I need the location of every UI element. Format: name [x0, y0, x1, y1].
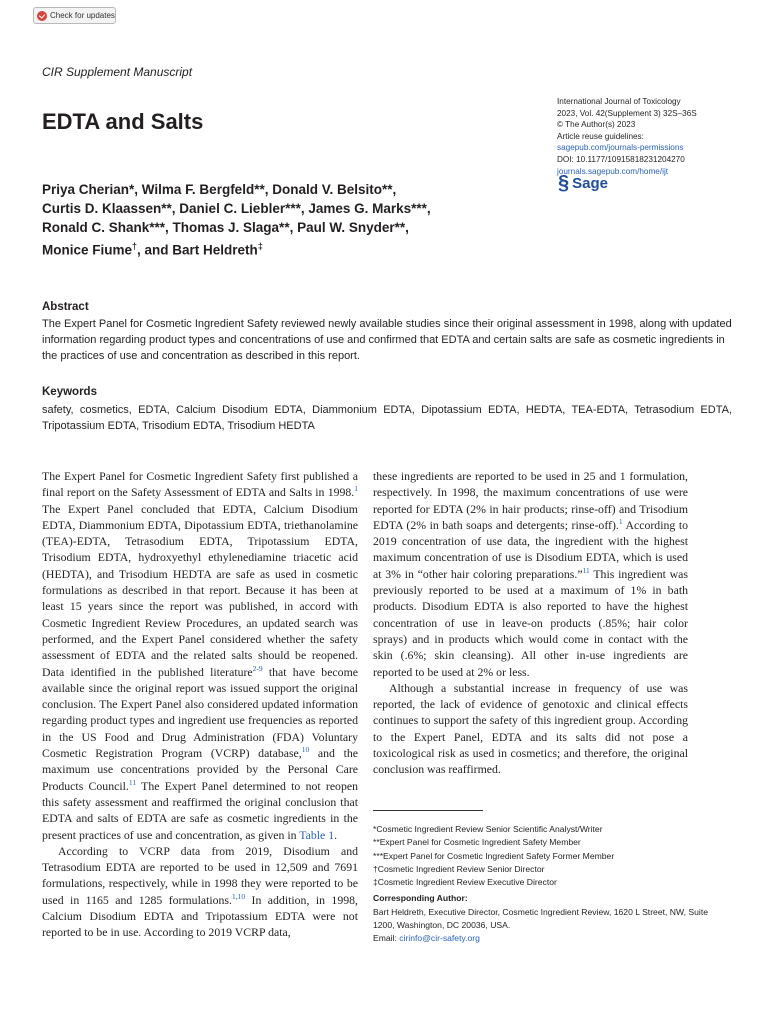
dagger-mark: †: [132, 241, 138, 251]
permissions-link[interactable]: sagepub.com/journals-permissions: [557, 143, 684, 153]
journal-name: International Journal of Toxicology: [557, 97, 681, 106]
corresponding-author-email: [373, 932, 713, 945]
body-paragraph: [42, 843, 358, 941]
journal-home-link[interactable]: journals.sagepub.com/home/ijt: [557, 166, 669, 176]
footnote: ‡Cosmetic Ingredient Review Executive Director: [373, 877, 557, 888]
check-for-updates-button[interactable]: [33, 7, 116, 24]
text-run: .: [334, 827, 338, 842]
footnote-divider: [373, 810, 483, 811]
text-run: According to 2019 concentration of use data, the ingredient with the highest maximum concentration of use is Disodium EDTA, which is used at 3% in “other hair coloring preparations.”: [373, 517, 688, 581]
footnote: **Expert Panel for Cosmetic Ingredient Safety Member: [373, 837, 581, 848]
text-run: According to VCRP data from 2019, Disodium and Tetrasodium EDTA are reported to be used in 12,509 and 7691 formulations, respectively, while in 1998 they were reported to be used in 1165 and 1285 formulations.: [42, 843, 358, 907]
body-paragraph: [42, 468, 358, 843]
footnote: †Cosmetic Ingredient Review Senior Director: [373, 863, 545, 874]
email-link[interactable]: cirinfo@cir-safety.org: [399, 933, 480, 944]
author-line: Priya Cherian*, Wilma F. Bergfeld**, Donald V. Belsito**,: [42, 182, 397, 197]
body-column-left: [42, 468, 358, 941]
reuse-guidelines: Article reuse guidelines:: [557, 131, 644, 141]
doi: DOI: 10.1177/10915818231204270: [557, 154, 685, 164]
author-name: , and Bart Heldreth: [137, 242, 258, 258]
text-run: The Expert Panel determined to not reopen this safety assessment and reaffirmed the original conclusion that EDTA and salts of EDTA are safe as cosmetic ingredients in the present practices of use and concentration, as given in: [42, 778, 358, 842]
sage-logo: [558, 174, 608, 192]
series-label: CIR Supplement Manuscript: [42, 65, 193, 79]
citation-link[interactable]: 1,10: [231, 891, 246, 901]
body-column-right: [373, 468, 688, 778]
footnotes: [373, 823, 713, 946]
author-list: [42, 180, 522, 260]
author-line: [42, 237, 522, 260]
footnote: *Cosmetic Ingredient Review Senior Scientific Analyst/Writer: [373, 824, 603, 834]
author-line: Curtis D. Klaassen**, Daniel C. Liebler***, James G. Marks***,: [42, 201, 431, 216]
checkmark-icon: [37, 11, 47, 21]
corresponding-author-heading: Corresponding Author:: [373, 893, 468, 904]
sage-s-icon: §: [558, 172, 570, 194]
email-label: Email:: [373, 933, 400, 944]
text-run: The Expert Panel concluded that EDTA, Calcium Disodium EDTA, Diammonium EDTA, Dipotassium EDTA, triethanolamine (TEA)-EDTA, Tetrasodium EDTA, Tripotassium EDTA, Trisodium EDTA, hydroxyethyl ethylenediamine triacetic acid (HEDTA), and Trisodium HEDTA are safe as used in cosmetic formulations as described in that report. Because it has been at least 15 years since the report was published, in accord with Cosmetic Ingredient Review Procedures, an updated search was performed, and the Expert Panel considered whether the safety assessment of EDTA and the related salts should be reopened. Data identified in the published literature: [42, 501, 358, 679]
article-title: EDTA and Salts: [42, 109, 204, 134]
citation-link[interactable]: 1: [618, 516, 623, 526]
body-paragraph: Although a substantial increase in frequency of use was reported, the lack of evidence of genotoxic and clinical effects continues to support the safety of this ingredient group. According to the Expert Panel, EDTA and its salts did not pose a toxicological risk as used in cosmetics; and therefore, the original conclusion was reaffirmed.: [373, 680, 688, 777]
journal-info: [557, 96, 757, 177]
keywords-text: safety, cosmetics, EDTA, Calcium Disodium EDTA, Diammonium EDTA, Dipotassium EDTA, HEDTA, TEA-EDTA, Tetrasodium EDTA, Tripotassium EDTA, Trisodium EDTA, Trisodium HEDTA: [42, 404, 732, 432]
citation-link[interactable]: 1: [354, 484, 358, 494]
text-run: In addition, in 1998, Calcium Disodium EDTA and Tripotassium EDTA were not reported to be in use. According to 2019 VCRP data,: [42, 892, 358, 940]
journal-copyright: © The Author(s) 2023: [557, 120, 636, 130]
text-run: and the maximum use concentrations provided by the Personal Care Products Council.: [42, 746, 358, 793]
footnote: ***Expert Panel for Cosmetic Ingredient Safety Former Member: [373, 850, 615, 861]
check-for-updates-label: Check for updates: [50, 11, 115, 20]
text-run: This ingredient was previously reported to be used at a maximum of 1% in bath products. Disodium EDTA is also reported to have the highest concentration of use in leave-on products (.85%; hair color sprays) and in products which would come in contact with the skin (.6%; skin cleansing). All other in-use ingredients are reported to be used at 2% or less.: [373, 566, 688, 679]
citation-link[interactable]: 2-9: [252, 663, 263, 673]
journal-volume: 2023, Vol. 42(Supplement 3) 32S–36S: [557, 108, 697, 118]
table-link[interactable]: Table 1: [299, 827, 335, 842]
abstract-text: The Expert Panel for Cosmetic Ingredient Safety reviewed newly available studies since their original assessment in 1998, along with updated information regarding product types and concentrations of use and confirmed that EDTA and certain salts are safe as cosmetic ingredients in the practices of use and concentration as described in this report.: [42, 318, 732, 362]
double-dagger-mark: ‡: [257, 241, 263, 251]
citation-link[interactable]: 11: [128, 777, 137, 787]
citation-link[interactable]: 10: [301, 745, 310, 755]
author-line: Ronald C. Shank***, Thomas J. Slaga**, Paul W. Snyder**,: [42, 220, 409, 235]
body-paragraph-continued: [373, 468, 688, 680]
text-run: The Expert Panel for Cosmetic Ingredient Safety first published a final report on the Safety Assessment of EDTA and Salts in 1998.: [42, 469, 358, 500]
citation-link[interactable]: 11: [582, 565, 590, 575]
sage-logo-text: Sage: [572, 174, 608, 192]
text-run: that have become available since the original report was issued support the original conclusion. The Expert Panel also considered updated information regarding product types and ingredient use frequencies as reported in the US Food and Drug Administration (FDA) Voluntary Cosmetic Registration Program (VCRP) database,: [42, 664, 358, 761]
corresponding-author-address: Bart Heldreth, Executive Director, Cosmetic Ingredient Review, 1620 L Street, NW, Suite 1200, Washington, DC 20036, USA.: [373, 906, 708, 931]
keywords-heading: Keywords: [42, 386, 97, 398]
text-run: these ingredients are reported to be used in 25 and 1 formulation, respectively. In 1998, the maximum concentrations of use were reported for EDTA (2% in hair products; rinse-off) and Trisodium EDTA (2% in bath soaps and detergents; rinse-off).: [373, 469, 688, 532]
author-name: Monice Fiume: [42, 242, 133, 258]
abstract-heading: Abstract: [42, 301, 89, 313]
